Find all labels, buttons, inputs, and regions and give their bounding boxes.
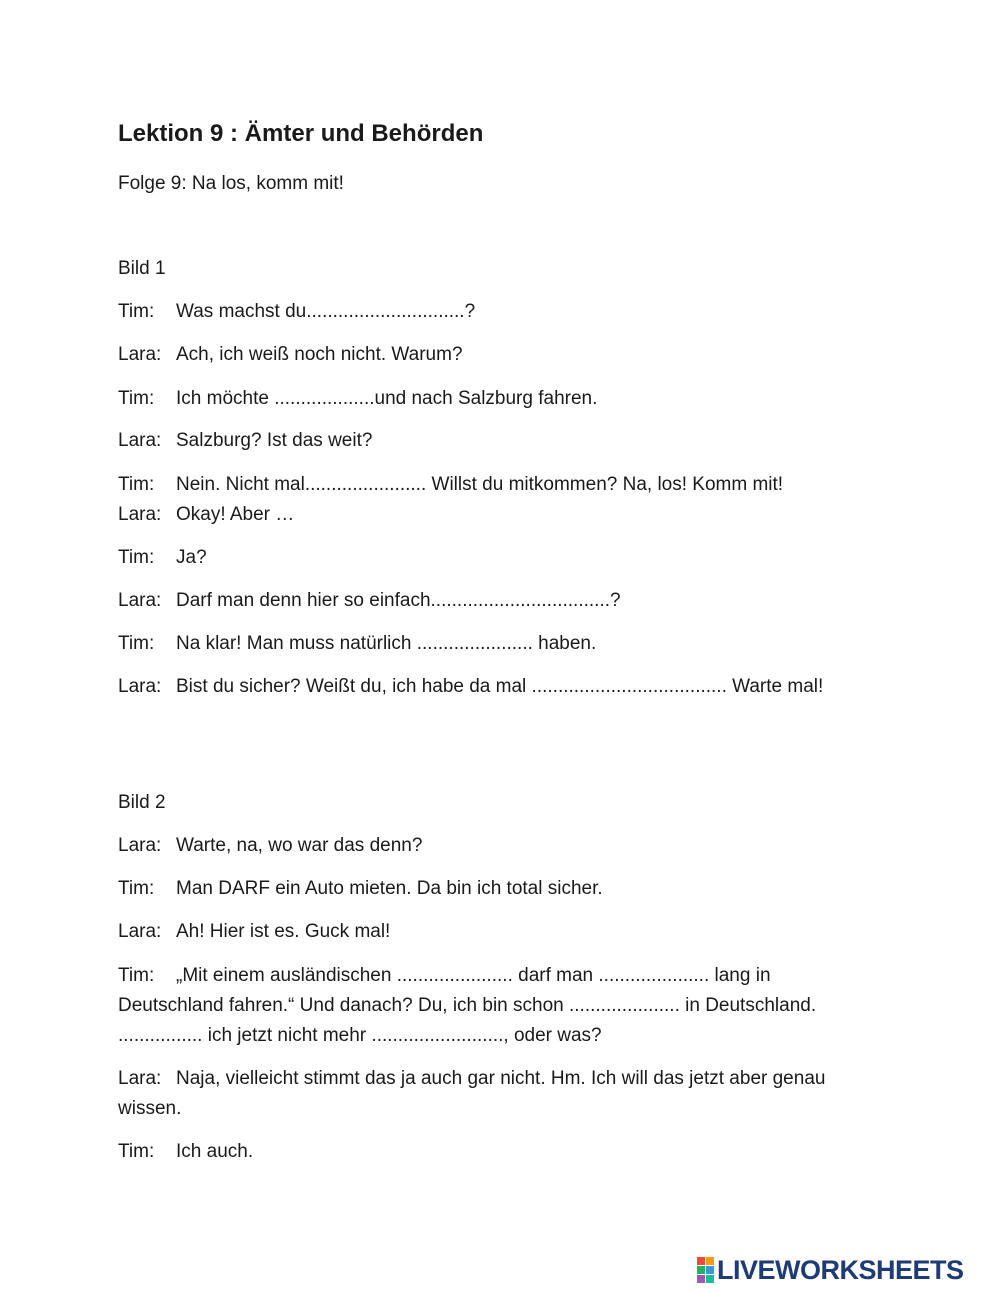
dialogue-text: Nein. Nicht mal....................... Willst du mitkommen? Na, los! Komm mit! bbox=[176, 474, 784, 495]
logo-block bbox=[706, 1275, 714, 1283]
dialogue-line bbox=[118, 586, 878, 616]
liveworksheets-logo[interactable] bbox=[697, 1254, 964, 1286]
dialogue-text: „Mit einem ausländischen ...................... darf man ..................... lang in Deutschland fahren.“ Und danach? Du, ich bin schon ..................... in Deutschland. ................ ich jetzt nicht mehr ........................., oder was? bbox=[118, 965, 817, 1046]
dialogue-line bbox=[118, 874, 878, 904]
page-subtitle: Folge 9: Na los, komm mit! bbox=[118, 173, 344, 194]
speaker-label: Tim: bbox=[118, 633, 155, 654]
dialogue-text: Okay! Aber … bbox=[176, 504, 295, 525]
dialogue-line bbox=[118, 500, 878, 530]
dialogue-line bbox=[118, 1064, 843, 1124]
dialogue-text: Was machst du..............................? bbox=[176, 301, 476, 322]
dialogue-text: Bist du sicher? Weißt du, ich habe da mal ..................................... Warte mal! bbox=[176, 676, 824, 697]
speaker-label: Tim: bbox=[118, 388, 155, 409]
speaker-label: Lara: bbox=[118, 1068, 162, 1089]
page-title: Lektion 9 : Ämter und Behörden bbox=[118, 120, 484, 147]
logo-block bbox=[697, 1257, 705, 1265]
dialogue-text: Darf man denn hier so einfach..................................? bbox=[176, 590, 621, 611]
speaker-label: Lara: bbox=[118, 344, 162, 365]
logo-blocks-icon bbox=[697, 1257, 714, 1283]
speaker-label: Tim: bbox=[118, 301, 155, 322]
logo-block bbox=[706, 1266, 714, 1274]
dialogue-text: Ja? bbox=[176, 547, 207, 568]
speaker-label: Tim: bbox=[118, 547, 155, 568]
speaker-label: Tim: bbox=[118, 474, 155, 495]
speaker-label: Lara: bbox=[118, 504, 162, 525]
logo-block bbox=[697, 1266, 705, 1274]
dialogue-line bbox=[118, 1137, 878, 1167]
dialogue-line bbox=[118, 426, 878, 456]
dialogue-line bbox=[118, 831, 878, 861]
speaker-label: Tim: bbox=[118, 965, 155, 986]
speaker-label: Lara: bbox=[118, 835, 162, 856]
dialogue-line bbox=[118, 297, 878, 327]
dialogue-text: Ah! Hier ist es. Guck mal! bbox=[176, 921, 391, 942]
logo-block bbox=[706, 1257, 714, 1265]
section-heading-bild-2: Bild 2 bbox=[118, 792, 166, 813]
dialogue-line bbox=[118, 917, 878, 947]
dialogue-line bbox=[118, 629, 878, 659]
speaker-label: Lara: bbox=[118, 676, 162, 697]
dialogue-text: Ich möchte ...................und nach Salzburg fahren. bbox=[176, 388, 598, 409]
speaker-label: Lara: bbox=[118, 590, 162, 611]
speaker-label: Tim: bbox=[118, 1141, 155, 1162]
speaker-label: Tim: bbox=[118, 878, 155, 899]
dialogue-text: Ich auch. bbox=[176, 1141, 254, 1162]
dialogue-text: Naja, vielleicht stimmt das ja auch gar nicht. Hm. Ich will das jetzt aber genau wissen. bbox=[118, 1068, 826, 1119]
dialogue-line bbox=[118, 470, 878, 500]
dialogue-line bbox=[118, 672, 848, 702]
dialogue-text: Na klar! Man muss natürlich ...................... haben. bbox=[176, 633, 597, 654]
logo-text: LIVEWORKSHEETS bbox=[717, 1254, 964, 1285]
speaker-label: Lara: bbox=[118, 921, 162, 942]
section-heading-bild-1: Bild 1 bbox=[118, 258, 166, 279]
dialogue-line bbox=[118, 340, 878, 370]
dialogue-line bbox=[118, 543, 878, 573]
dialogue-text: Man DARF ein Auto mieten. Da bin ich total sicher. bbox=[176, 878, 603, 899]
speaker-label: Lara: bbox=[118, 430, 162, 451]
logo-block bbox=[697, 1275, 705, 1283]
dialogue-line bbox=[118, 961, 843, 1051]
dialogue-text: Ach, ich weiß noch nicht. Warum? bbox=[176, 344, 463, 365]
dialogue-text: Warte, na, wo war das denn? bbox=[176, 835, 423, 856]
dialogue-line bbox=[118, 384, 878, 414]
dialogue-text: Salzburg? Ist das weit? bbox=[176, 430, 373, 451]
